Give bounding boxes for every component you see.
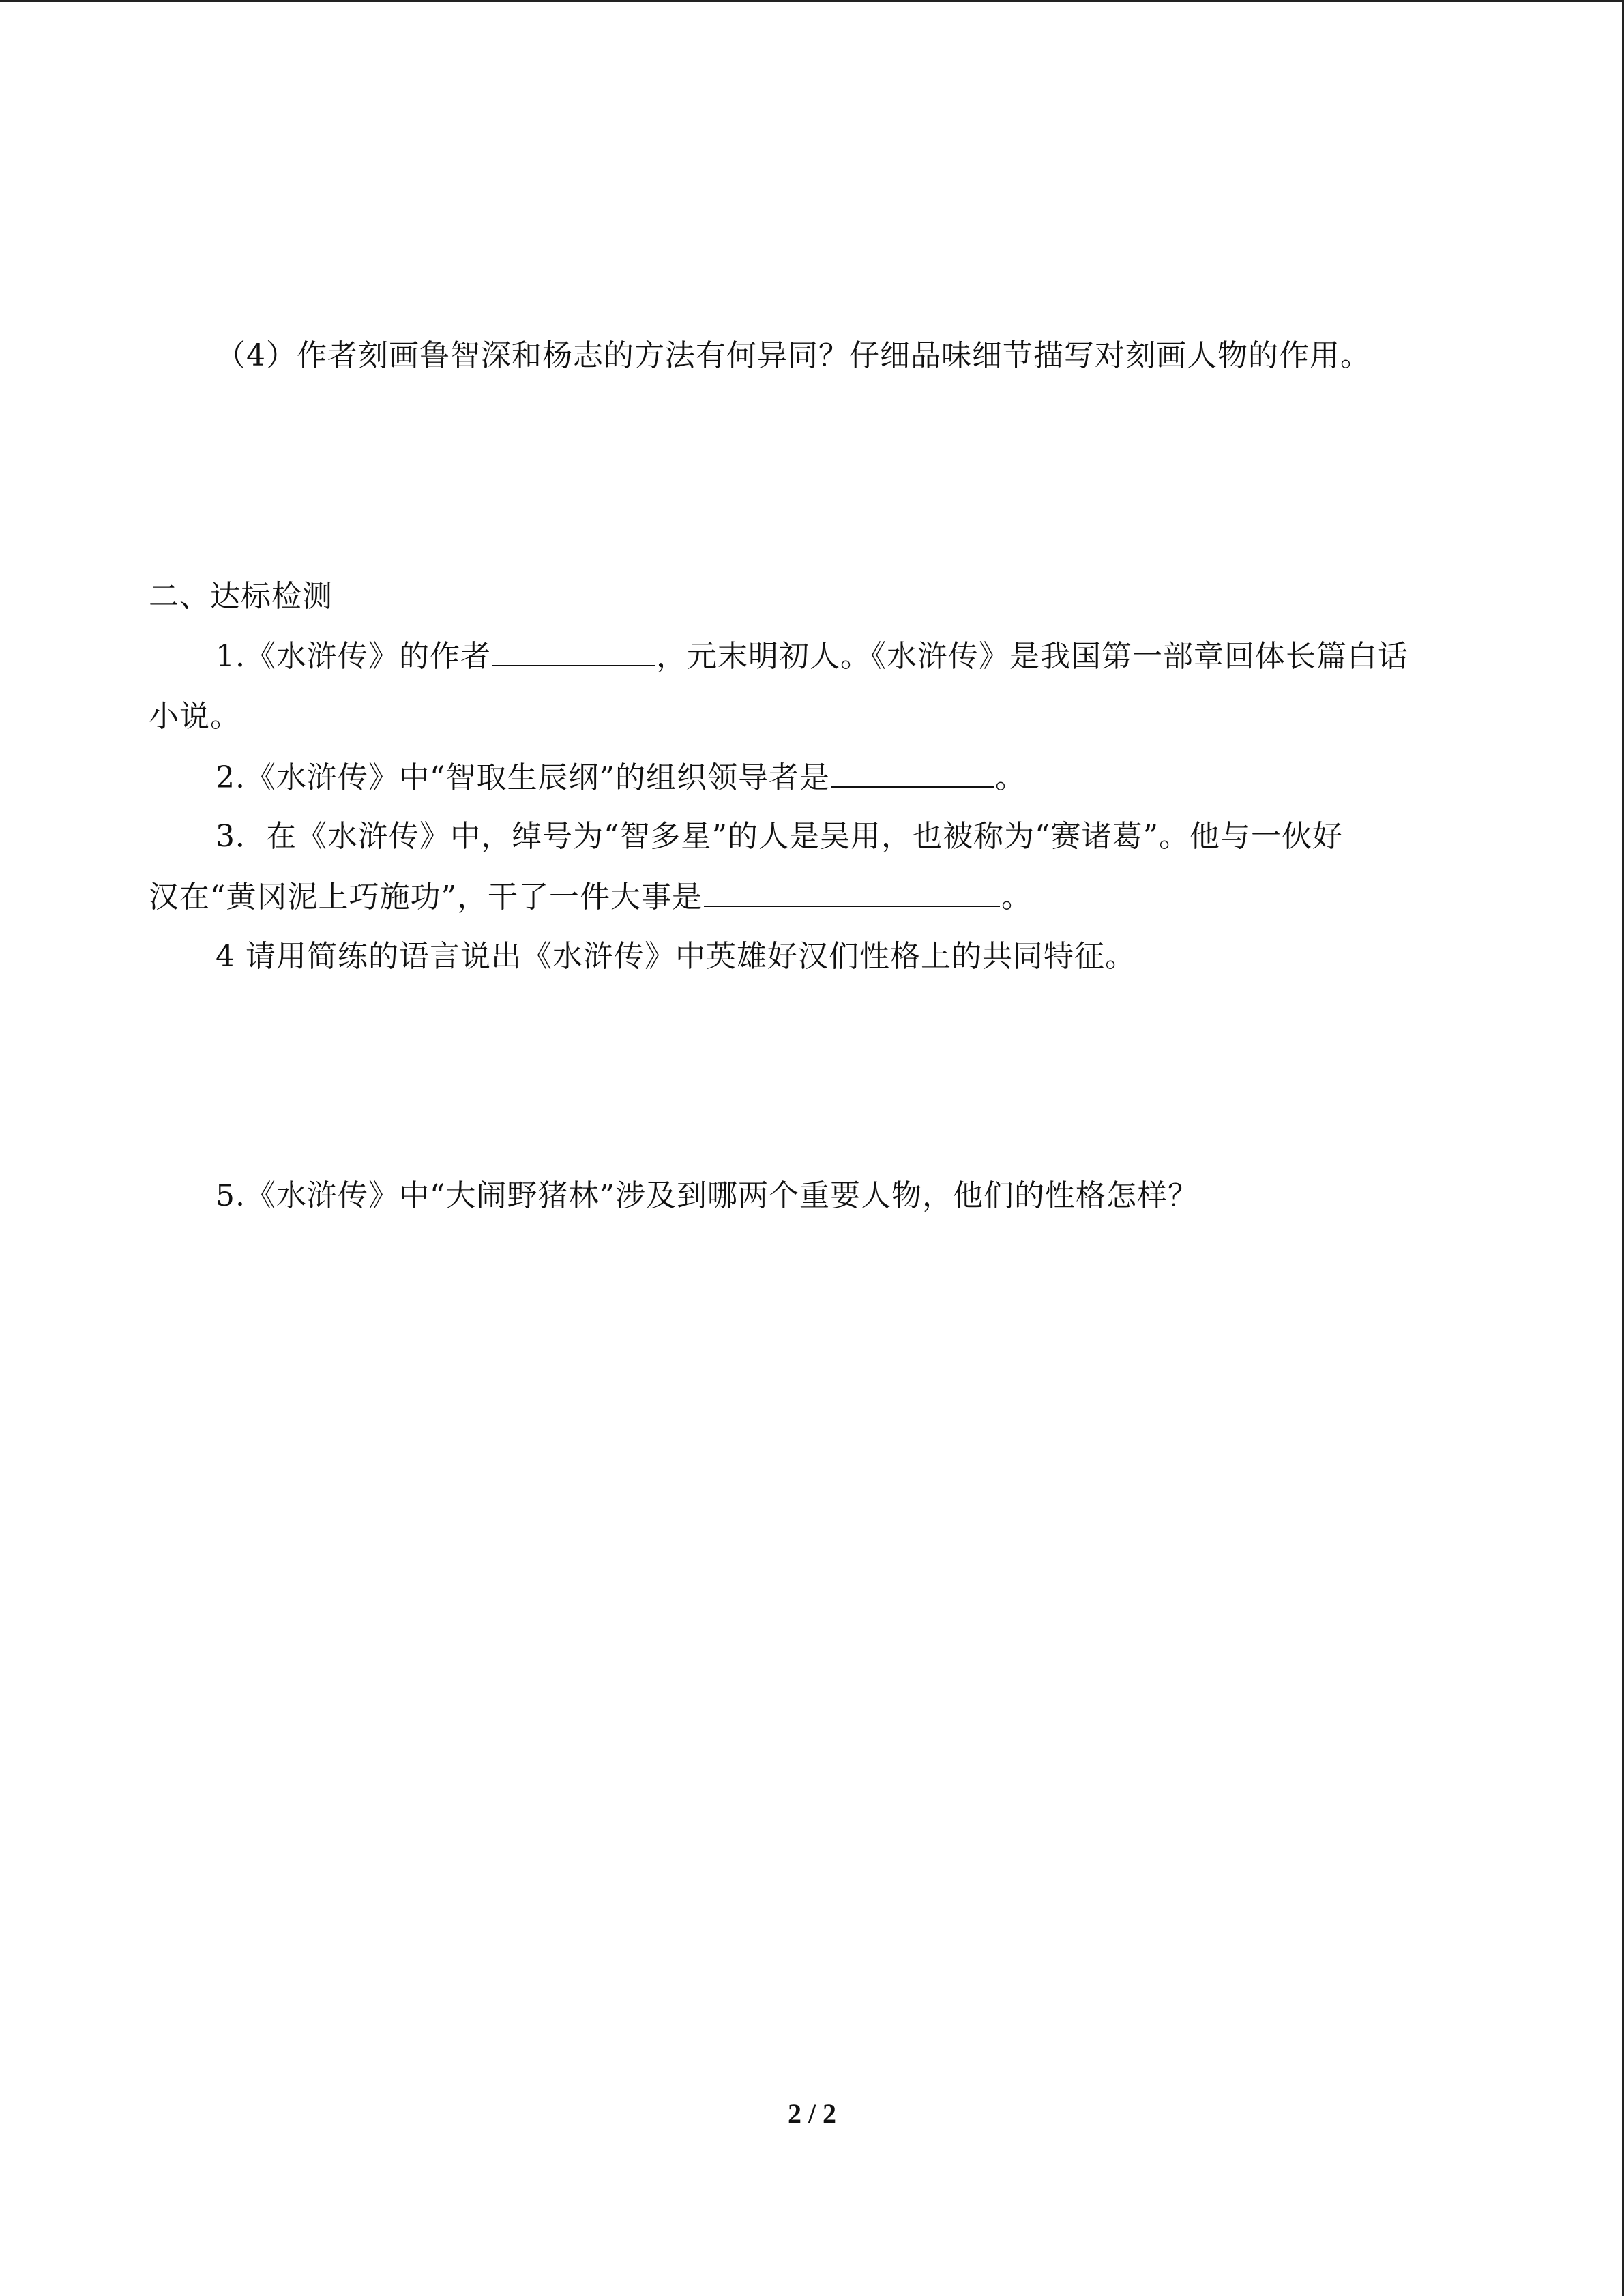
question-5: 5.《水浒传》中“大闹野猪林”涉及到哪两个重要人物，他们的性格怎样？ bbox=[216, 1178, 1198, 1213]
question-1 bbox=[216, 635, 1408, 677]
question-3-text-a: 汉在“黄冈泥上巧施功”，干了一件大事是 bbox=[149, 880, 703, 914]
question-1-text-b: ，元末明初人。《水浒传》是我国第一部章回体长篇白话 bbox=[655, 639, 1408, 674]
question-4-sub: （4）作者刻画鲁智深和杨志的方法有何异同？仔细品味细节描写对刻画人物的作用。 bbox=[216, 338, 1371, 373]
question-1-answer-blank[interactable] bbox=[492, 635, 655, 666]
top-border bbox=[0, 0, 1624, 2]
page-number: 2 / 2 bbox=[787, 2098, 837, 2129]
question-3-line-2 bbox=[149, 876, 1032, 918]
section-heading: 二、达标检测 bbox=[149, 579, 333, 614]
question-2-answer-blank[interactable] bbox=[831, 756, 994, 788]
question-2 bbox=[216, 756, 1026, 799]
question-3-line-1: 3．在《水浒传》中，绰号为“智多星”的人是吴用，也被称为“赛诸葛”。他与一伙好 bbox=[216, 819, 1343, 854]
question-1-continuation: 小说。 bbox=[149, 699, 241, 734]
question-3-answer-blank[interactable] bbox=[704, 876, 1000, 907]
question-2-text-b: 。 bbox=[994, 760, 1026, 795]
question-2-text-a: 2.《水浒传》中“智取生辰纲”的组织领导者是 bbox=[216, 760, 830, 795]
question-3-text-b: 。 bbox=[1001, 880, 1032, 914]
question-4: 4 请用简练的语言说出《水浒传》中英雄好汉们性格上的共同特征。 bbox=[216, 939, 1136, 974]
question-1-text-a: 1.《水浒传》的作者 bbox=[216, 639, 491, 674]
